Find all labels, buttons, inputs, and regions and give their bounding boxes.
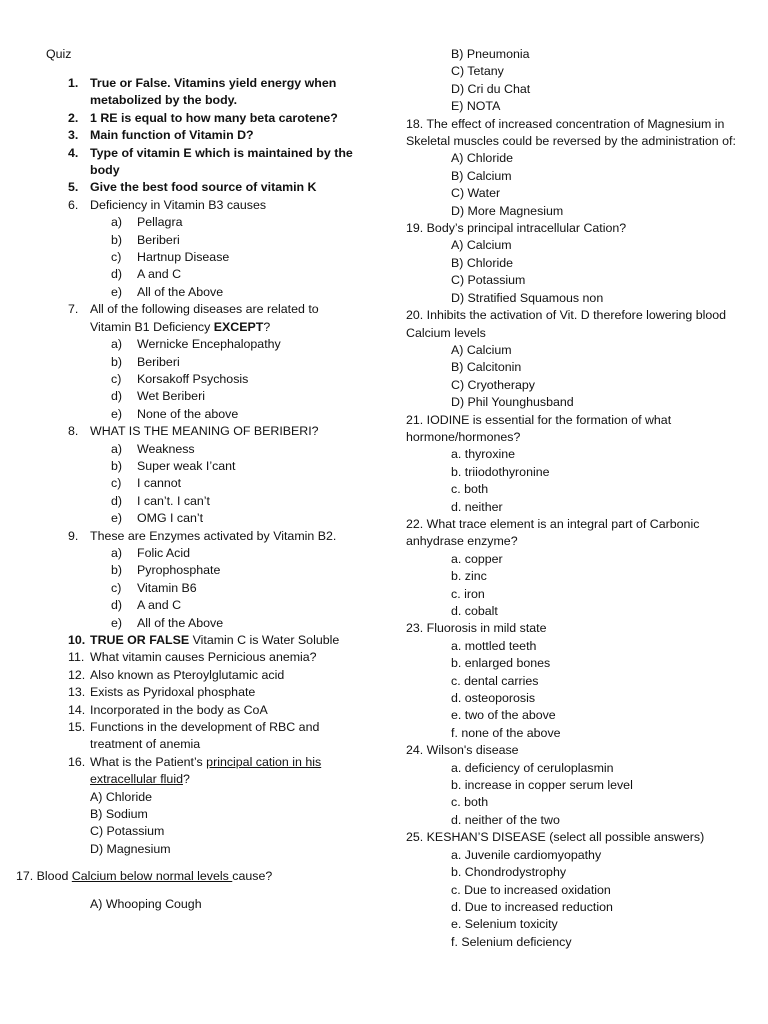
option xyxy=(46,597,356,614)
question-text: Give the best food source of vitamin K xyxy=(90,180,317,195)
option xyxy=(46,458,356,475)
question-8 xyxy=(46,423,356,440)
question-number: 6. xyxy=(68,197,79,212)
option-text: D) Phil Younghusband xyxy=(451,395,574,410)
option-text: f. none of the above xyxy=(451,725,561,740)
option-text: Beriberi xyxy=(137,354,180,369)
question-text-part: 25. KESHAN’S DISEASE xyxy=(406,830,550,845)
option xyxy=(46,249,356,266)
question-text: Also known as Pteroylglutamic acid xyxy=(90,667,285,682)
option-text: c. both xyxy=(451,795,489,810)
option-text: OMG I can’t xyxy=(137,511,204,526)
question-text xyxy=(90,632,356,649)
option xyxy=(46,545,356,562)
option-text: c. dental carries xyxy=(451,673,539,688)
option-text: Beriberi xyxy=(137,232,180,247)
option-text: D) More Magnesium xyxy=(451,203,564,218)
question-20: 20. Inhibits the activation of Vit. D therefore lowering blood Calcium levels xyxy=(406,308,727,340)
option xyxy=(46,214,356,231)
question-number: 10. xyxy=(68,633,86,647)
question-number: 15. xyxy=(68,720,86,735)
option-letter: d) xyxy=(111,598,123,613)
option-text: d. neither of the two xyxy=(451,812,560,827)
question-text: Type of vitamin E which is maintained by the body xyxy=(90,145,353,178)
question-text-part: ? xyxy=(263,319,271,334)
option-letter: c) xyxy=(111,371,122,386)
question-text: Incorporated in the body as CoA xyxy=(90,702,268,717)
option xyxy=(46,841,356,858)
option-text: B) Sodium xyxy=(90,807,148,822)
option-text: Wernicke Encephalopathy xyxy=(137,337,281,352)
question-text: 1 RE is equal to how many beta carotene? xyxy=(90,110,338,125)
option-text: e. Selenium toxicity xyxy=(451,917,558,932)
question-text: True or False. Vitamins yield energy when metabolized by the body. xyxy=(90,76,337,108)
question-text: Functions in the development of RBC and treatment of anemia xyxy=(90,720,320,752)
question-18: 18. The effect of increased concentration of Magnesium in Skeletal muscles could be reversed by the administration of: xyxy=(406,116,736,149)
option xyxy=(46,806,356,823)
option-text: Weakness xyxy=(137,441,195,456)
option-text: B) Calcium xyxy=(451,168,512,183)
option xyxy=(46,336,356,353)
option xyxy=(46,284,356,301)
option-text: b. zinc xyxy=(451,569,487,584)
option-text: B) Pneumonia xyxy=(451,47,530,61)
question-number: 14. xyxy=(68,702,86,717)
option xyxy=(46,823,356,840)
option xyxy=(46,615,356,632)
option xyxy=(46,441,356,458)
option-letter: d) xyxy=(111,389,123,404)
option-letter: b) xyxy=(111,563,123,578)
question-underlined: principal cation in his extracellular fluid xyxy=(90,754,322,787)
option-text: b. enlarged bones xyxy=(451,656,551,671)
question-13 xyxy=(46,684,356,701)
option-text: c. Due to increased oxidation xyxy=(451,882,611,897)
question-text xyxy=(90,301,356,336)
question-text-part: ? xyxy=(182,772,190,787)
option-letter: d) xyxy=(111,493,123,508)
option-letter: e) xyxy=(111,284,123,299)
right-column xyxy=(406,46,746,951)
option xyxy=(46,493,356,510)
question-text xyxy=(90,754,356,789)
question-number: 7. xyxy=(68,302,79,317)
option xyxy=(46,371,356,388)
question-number: 4. xyxy=(68,145,79,160)
option-text: Korsakoff Psychosis xyxy=(137,371,249,386)
option-text: None of the above xyxy=(137,406,239,421)
option-letter: c) xyxy=(111,580,122,595)
option-text: D) Magnesium xyxy=(90,841,171,856)
question-number: 12. xyxy=(68,667,86,682)
option-text: Super weak I’cant xyxy=(137,458,236,473)
question-text-part: Vitamin C is Water Soluble xyxy=(192,633,340,647)
question-number: 11. xyxy=(68,650,85,665)
option xyxy=(46,232,356,249)
question-text: These are Enzymes activated by Vitamin B2. xyxy=(90,528,337,543)
question-7 xyxy=(46,301,356,336)
option-text: Folic Acid xyxy=(137,545,191,560)
option-text: All of the Above xyxy=(137,284,224,299)
option-letter: a) xyxy=(111,337,123,352)
option-text: a. Juvenile cardiomyopathy xyxy=(451,847,602,862)
question-text-part: What is the Patient’s xyxy=(90,754,207,769)
question-text: WHAT IS THE MEANING OF BERIBERI? xyxy=(90,424,319,439)
option-text: B) Chloride xyxy=(451,255,513,270)
question-text: Deficiency in Vitamin B3 causes xyxy=(90,197,267,212)
question-4 xyxy=(46,145,356,180)
option-letter: a) xyxy=(111,545,123,560)
question-text-part: All of the following diseases are related to Vitamin B1 Deficiency xyxy=(90,302,319,334)
question-number: 5. xyxy=(68,180,79,195)
question-text-part: 17. Blood xyxy=(16,869,72,884)
option-text: b. Chondrodystrophy xyxy=(451,865,567,880)
question-5 xyxy=(46,179,356,196)
option-letter: b) xyxy=(111,354,123,369)
option-text: I cannot xyxy=(137,476,182,491)
question-21: 21. IODINE is essential for the formation of what hormone/hormones? xyxy=(406,412,672,444)
question-number: 8. xyxy=(68,424,79,439)
option-text: C) Potassium xyxy=(451,273,526,288)
option-text: A) Calcium xyxy=(451,342,512,357)
question-9 xyxy=(46,528,356,545)
question-22: 22. What trace element is an integral part of Carbonic anhydrase enzyme? xyxy=(406,516,700,549)
option-letter: d) xyxy=(111,267,123,282)
option-text: A and C xyxy=(137,598,182,613)
option-text: a. copper xyxy=(451,551,503,566)
question-10 xyxy=(46,632,356,649)
option xyxy=(46,475,356,492)
option-text: Hartnup Disease xyxy=(137,250,230,265)
option-text: I can’t. I can’t xyxy=(137,493,211,508)
option-text: D) Cri du Chat xyxy=(451,81,531,96)
left-question-list xyxy=(16,75,356,913)
option-text: A) Chloride xyxy=(451,151,513,166)
quiz-title: Quiz xyxy=(46,47,72,61)
question-text: Exists as Pyridoxal phosphate xyxy=(90,685,256,700)
question-1 xyxy=(46,75,356,110)
question-number: 2. xyxy=(68,110,79,125)
question-16 xyxy=(46,754,356,789)
option-letter: e) xyxy=(111,511,123,526)
option-text: a. deficiency of ceruloplasmin xyxy=(451,760,614,775)
question-number: 3. xyxy=(68,128,79,143)
question-24: 24. Wilson's disease xyxy=(406,743,519,758)
option-letter: e) xyxy=(111,615,123,630)
option-text: d. Due to increased reduction xyxy=(451,899,613,914)
question-emphasis: TRUE OR FALSE xyxy=(90,633,193,647)
question-text-part: (select all possible answers) xyxy=(549,830,705,845)
option-text: A) Calcium xyxy=(451,238,512,253)
question-11 xyxy=(46,649,356,666)
option-letter: a) xyxy=(111,441,123,456)
option-text: C) Water xyxy=(451,186,501,201)
option xyxy=(46,510,356,527)
option xyxy=(46,896,356,913)
option-text: b. triiodothyronine xyxy=(451,464,550,479)
option-text: C) Tetany xyxy=(451,64,504,79)
option xyxy=(46,562,356,579)
option-text: d. cobalt xyxy=(451,604,498,618)
option-text: f. Selenium deficiency xyxy=(451,934,572,949)
question-number: 16. xyxy=(68,754,86,769)
question-19: 19. Body’s principal intracellular Cation? xyxy=(406,221,627,236)
option xyxy=(46,406,356,423)
option-text: All of the Above xyxy=(137,615,224,630)
option-text: Vitamin B6 xyxy=(137,580,197,595)
option-text: B) Calcitonin xyxy=(451,360,522,375)
option-letter: b) xyxy=(111,232,123,247)
option-letter: e) xyxy=(111,406,123,421)
option xyxy=(46,266,356,283)
question-15 xyxy=(46,719,356,754)
option-text: d. neither xyxy=(451,499,503,514)
option-text: d. osteoporosis xyxy=(451,691,536,706)
option-text: Wet Beriberi xyxy=(137,389,205,404)
question-number: 13. xyxy=(68,685,86,700)
option-text: Pellagra xyxy=(137,215,183,230)
option xyxy=(46,789,356,806)
question-23: 23. Fluorosis in mild state xyxy=(406,621,547,636)
question-6 xyxy=(46,197,356,214)
option xyxy=(46,388,356,405)
option-text: D) Stratified Squamous non xyxy=(451,290,604,305)
option-text: C) Potassium xyxy=(90,824,165,839)
option xyxy=(46,580,356,597)
option-letter: b) xyxy=(111,458,123,473)
option xyxy=(46,354,356,371)
question-25 xyxy=(406,829,746,846)
option-letter: c) xyxy=(111,476,122,491)
option-letter: c) xyxy=(111,250,122,265)
option-text: c. iron xyxy=(451,586,485,601)
question-2 xyxy=(46,110,356,127)
option-letter: a) xyxy=(111,215,123,230)
option-text: C) Cryotherapy xyxy=(451,377,536,392)
option-text: e. two of the above xyxy=(451,708,556,723)
option-text: a. thyroxine xyxy=(451,447,516,462)
question-emphasis: EXCEPT xyxy=(213,319,264,334)
question-14 xyxy=(46,702,356,719)
question-12 xyxy=(46,667,356,684)
question-3 xyxy=(46,127,356,144)
question-number: 1. xyxy=(68,76,79,90)
option-text: a. mottled teeth xyxy=(451,638,537,653)
option-text: A and C xyxy=(137,267,182,282)
question-text: Main function of Vitamin D? xyxy=(90,128,254,143)
question-17 xyxy=(16,868,356,885)
option-text: b. increase in copper serum level xyxy=(451,778,633,793)
question-underlined: Calcium below normal levels xyxy=(71,869,233,884)
question-text-part: cause? xyxy=(232,869,273,884)
option-text: A) Whooping Cough xyxy=(90,896,202,911)
option-text: Pyrophosphate xyxy=(137,563,221,578)
option-text: A) Chloride xyxy=(90,789,152,804)
question-text: What vitamin causes Pernicious anemia? xyxy=(90,650,317,665)
option-text: c. both xyxy=(451,482,489,497)
question-number: 9. xyxy=(68,528,79,543)
option-text: E) NOTA xyxy=(451,99,501,114)
